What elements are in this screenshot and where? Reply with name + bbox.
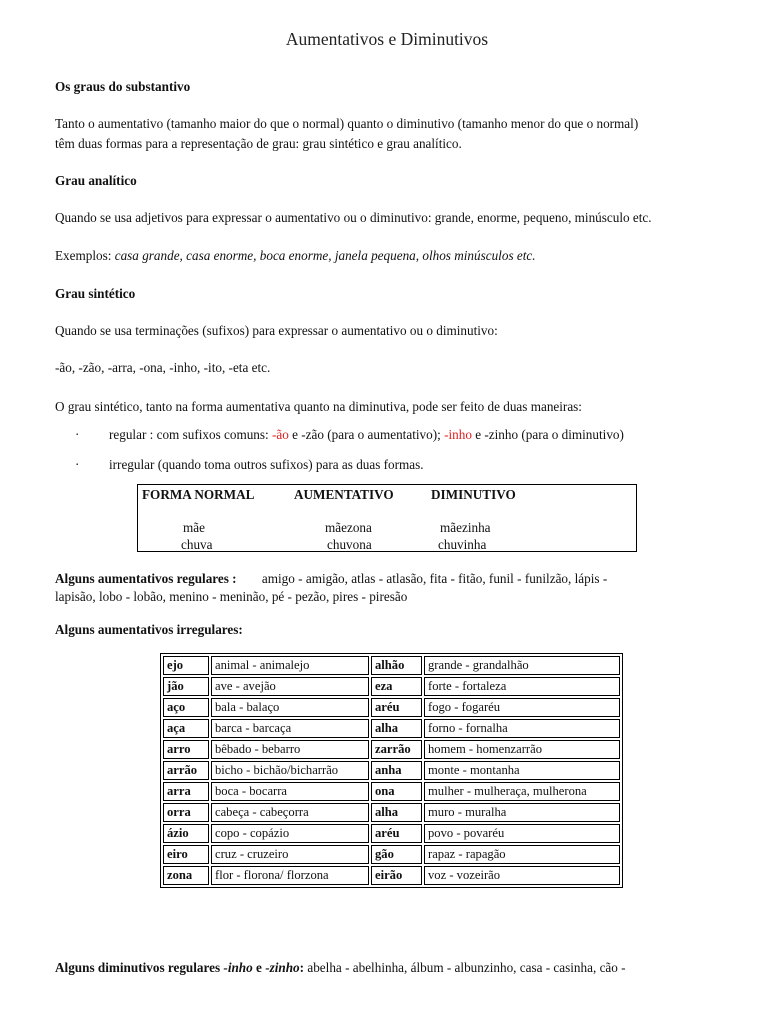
analitico-paragraph: Quando se usa adjetivos para expressar o aumentativo ou o diminutivo: grande, enorme, pequeno, minúsculo etc. xyxy=(55,210,652,225)
regular-aug-examples: amigo - amigão, atlas - atlasão, fita - fitão, funil - funilzão, lápis - xyxy=(261,571,608,586)
example-cell: barca - barcaça xyxy=(211,719,369,738)
example-cell: povo - povaréu xyxy=(424,824,620,843)
forms-cell: chuvona xyxy=(327,537,372,552)
table-row xyxy=(163,803,620,822)
example-cell: muro - muralha xyxy=(424,803,620,822)
table-row xyxy=(163,845,620,864)
forms-cell: chuva xyxy=(181,537,213,552)
suffix-cell: ázio xyxy=(163,824,209,843)
suffix-cell: aça xyxy=(163,719,209,738)
example-cell: boca - bocarra xyxy=(211,782,369,801)
suffix-cell: ona xyxy=(371,782,422,801)
example-cell: voz - vozeirão xyxy=(424,866,620,885)
section-heading-sintetico: Grau sintético xyxy=(55,286,136,301)
suffix-cell: ejo xyxy=(163,656,209,675)
regular-dim-colon: : xyxy=(299,960,305,975)
intro-paragraph-line1: Tanto o aumentativo (tamanho maior do que o normal) quanto o diminutivo (tamanho menor do que o normal) xyxy=(55,116,639,131)
forms-header-normal: FORMA NORMAL xyxy=(142,487,255,502)
suffix-cell: anha xyxy=(371,761,422,780)
example-cell: bala - balaço xyxy=(211,698,369,717)
suffix-cell: arra xyxy=(163,782,209,801)
table-row xyxy=(163,740,620,759)
regular-dim-and: e xyxy=(252,960,266,975)
sintetico-paragraph-2: O grau sintético, tanto na forma aumentativa quanto na diminutiva, pode ser feito de duas maneiras: xyxy=(55,399,582,414)
regular-dim-line xyxy=(55,959,725,976)
example-cell: forte - fortaleza xyxy=(424,677,620,696)
regular-aug-label: Alguns aumentativos regulares : xyxy=(55,571,237,586)
suffix-cell: zona xyxy=(163,866,209,885)
example-cell: monte - montanha xyxy=(424,761,620,780)
example-cell: flor - florona/ florzona xyxy=(211,866,369,885)
regular-dim-examples: abelha - abelhinha, álbum - albunzinho, casa - casinha, cão - xyxy=(304,960,626,975)
sintetico-paragraph: Quando se usa terminações (sufixos) para expressar o aumentativo ou o diminutivo: xyxy=(55,323,498,338)
forms-cell: mãe xyxy=(183,520,205,535)
forms-cell: mãezinha xyxy=(440,520,491,535)
bullet-regular-text xyxy=(109,426,624,443)
suffix-cell: alhão xyxy=(371,656,422,675)
example-cell: cabeça - cabeçorra xyxy=(211,803,369,822)
bullet-regular-part-a: regular : com sufixos comuns: xyxy=(109,427,272,442)
section-heading-analitico: Grau analítico xyxy=(55,173,137,188)
suffix-cell: eiro xyxy=(163,845,209,864)
example-cell: grande - grandalhão xyxy=(424,656,620,675)
example-cell: copo - copázio xyxy=(211,824,369,843)
suffix-cell: jão xyxy=(163,677,209,696)
table-row xyxy=(163,866,620,885)
examples-text: casa grande, casa enorme, boca enorme, janela pequena, olhos minúsculos etc. xyxy=(114,248,536,263)
example-cell: cruz - cruzeiro xyxy=(211,845,369,864)
examples-label: Exemplos: xyxy=(55,248,112,263)
suffix-cell: eirão xyxy=(371,866,422,885)
suffix-inho-red: -inho xyxy=(444,427,472,442)
table-row xyxy=(163,698,620,717)
forms-header-diminutivo: DIMINUTIVO xyxy=(431,487,516,502)
suffix-cell: arro xyxy=(163,740,209,759)
bullet-dot: · xyxy=(75,457,80,472)
examples-line xyxy=(55,247,725,264)
suffix-cell: alha xyxy=(371,803,422,822)
suffix-zinho: -zinho xyxy=(265,960,300,975)
suffix-ao-red: -ão xyxy=(271,427,289,442)
irregular-aug-label: Alguns aumentativos irregulares: xyxy=(55,622,243,637)
suffix-cell: arrão xyxy=(163,761,209,780)
page-title: Aumentativos e Diminutivos xyxy=(285,29,489,49)
section-heading-graus: Os graus do substantivo xyxy=(55,79,191,94)
suffix-cell: aréu xyxy=(371,698,422,717)
bullet-regular-part-c: e -zinho (para o diminutivo) xyxy=(471,427,624,442)
example-cell: bêbado - bebarro xyxy=(211,740,369,759)
suffix-cell: eza xyxy=(371,677,422,696)
suffix-cell: gão xyxy=(371,845,422,864)
example-cell: forno - fornalha xyxy=(424,719,620,738)
suffix-list: -ão, -zão, -arra, -ona, -inho, -ito, -eta etc. xyxy=(55,360,271,375)
table-row xyxy=(163,677,620,696)
table-row xyxy=(163,719,620,738)
example-cell: animal - animalejo xyxy=(211,656,369,675)
forms-cell: chuvinha xyxy=(438,537,487,552)
example-cell: rapaz - rapagão xyxy=(424,845,620,864)
example-cell: mulher - mulheraça, mulherona xyxy=(424,782,620,801)
example-cell: homem - homenzarrão xyxy=(424,740,620,759)
suffix-inho: -inho xyxy=(223,960,253,975)
bullet-irregular-text: irregular (quando toma outros sufixos) para as duas formas. xyxy=(109,457,424,472)
suffix-cell: zarrão xyxy=(371,740,422,759)
example-cell: bicho - bichão/bicharrão xyxy=(211,761,369,780)
forms-header-aumentativo: AUMENTATIVO xyxy=(294,487,394,502)
table-row xyxy=(163,782,620,801)
regular-dim-label: Alguns diminutivos regulares xyxy=(55,960,224,975)
suffix-cell: aço xyxy=(163,698,209,717)
regular-aug-line1 xyxy=(55,570,725,587)
forms-cell: mãezona xyxy=(325,520,372,535)
irregular-aug-table xyxy=(160,653,623,888)
suffix-cell: alha xyxy=(371,719,422,738)
table-row xyxy=(163,824,620,843)
suffix-cell: orra xyxy=(163,803,209,822)
bullet-dot: · xyxy=(75,427,80,442)
regular-aug-line2: lapisão, lobo - lobão, menino - meninão, pé - pezão, pires - piresão xyxy=(55,589,408,604)
example-cell: fogo - fogaréu xyxy=(424,698,620,717)
bullet-regular-part-b: e -zão (para o aumentativo); xyxy=(288,427,445,442)
suffix-cell: aréu xyxy=(371,824,422,843)
table-row xyxy=(163,761,620,780)
table-row xyxy=(163,656,620,675)
intro-paragraph-line2: têm duas formas para a representação de grau: grau sintético e grau analítico. xyxy=(55,136,462,151)
example-cell: ave - avejão xyxy=(211,677,369,696)
